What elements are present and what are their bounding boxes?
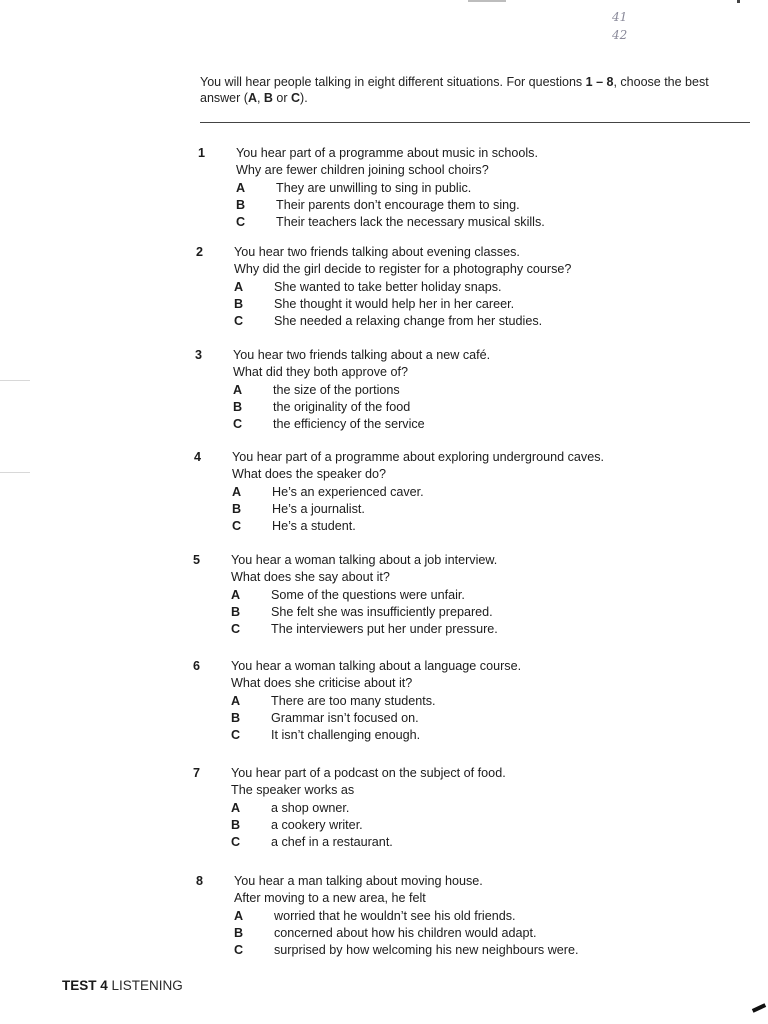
answer-option	[233, 416, 703, 433]
answer-option	[236, 214, 706, 231]
question-item	[196, 244, 704, 330]
option-letter: C	[231, 728, 241, 743]
instructions-text: , choose the best answer (	[200, 75, 709, 105]
option-text: worried that he wouldn’t see his old friends.	[274, 908, 516, 923]
option-letter: C	[231, 622, 241, 637]
question-item	[193, 552, 701, 638]
question-prompt: Why did the girl decide to register for a photography course?	[234, 262, 572, 277]
option-text: concerned about how his children would adapt.	[274, 925, 537, 940]
option-text: They are unwilling to sing in public.	[276, 180, 472, 195]
option-letter: C	[231, 835, 241, 850]
option-letter: C	[234, 943, 244, 958]
instructions-text: You will hear people talking in eight different situations. For questions	[200, 75, 586, 89]
instructions-text: ).	[300, 91, 308, 105]
answer-option	[234, 925, 704, 942]
question-context: You hear part of a programme about exploring underground caves.	[232, 450, 604, 464]
answer-letter: C	[291, 91, 301, 105]
option-text: Their parents don’t encourage them to sing.	[276, 197, 520, 212]
answer-option	[231, 817, 701, 834]
option-letter: B	[234, 925, 244, 940]
question-number: 2	[196, 245, 204, 259]
option-text: It isn’t challenging enough.	[271, 728, 421, 743]
question-number: 8	[196, 874, 204, 888]
option-text: She wanted to take better holiday snaps.	[274, 279, 502, 294]
scan-mark	[468, 0, 506, 2]
question-number: 6	[193, 659, 201, 673]
scan-dot	[737, 0, 740, 3]
answer-option	[231, 834, 701, 851]
answer-option	[231, 710, 701, 727]
question-context: You hear two friends talking about a new café.	[233, 348, 491, 362]
option-text: Grammar isn’t focused on.	[271, 710, 419, 725]
option-letter: B	[231, 604, 241, 619]
answer-option	[231, 727, 701, 744]
question-item	[194, 449, 702, 535]
answer-option	[233, 382, 703, 399]
scan-mark	[752, 1003, 766, 1013]
option-text: a chef in a restaurant.	[271, 835, 393, 850]
question-item	[196, 873, 704, 959]
question-context: You hear a man talking about moving house.	[234, 874, 483, 888]
instructions-text: ,	[256, 91, 264, 105]
question-range: 1 – 8	[585, 75, 614, 89]
question-number: 1	[198, 146, 206, 160]
option-letter: B	[231, 817, 241, 832]
option-letter: A	[231, 800, 241, 815]
section-label: LISTENING	[111, 978, 183, 993]
option-letter: C	[236, 215, 246, 230]
option-text: He’s an experienced caver.	[272, 484, 424, 499]
question-prompt: The speaker works as	[231, 783, 355, 798]
option-letter: A	[234, 279, 244, 294]
question-item	[198, 145, 706, 231]
handwritten-number: 41	[612, 10, 628, 24]
option-letter: C	[233, 417, 243, 432]
test-label: TEST 4	[62, 978, 108, 993]
question-context: You hear part of a podcast on the subject of food.	[231, 766, 506, 780]
question-item	[193, 765, 701, 851]
answer-option	[231, 693, 701, 710]
answer-option	[231, 604, 701, 621]
question-number: 7	[193, 766, 201, 780]
option-letter: C	[234, 314, 244, 329]
answer-option	[234, 908, 704, 925]
option-text: She thought it would help her in her career.	[274, 296, 515, 311]
option-text: The interviewers put her under pressure.	[271, 622, 498, 637]
answer-option	[231, 587, 701, 604]
option-letter: B	[231, 710, 241, 725]
option-letter: A	[234, 908, 244, 923]
option-letter: A	[236, 180, 246, 195]
answer-option	[233, 399, 703, 416]
option-letter: B	[236, 197, 246, 212]
option-text: He’s a student.	[272, 519, 356, 534]
answer-option	[232, 501, 702, 518]
question-prompt: What does she criticise about it?	[231, 676, 413, 691]
question-prompt: What does she say about it?	[231, 570, 390, 585]
option-letter: A	[231, 693, 241, 708]
answer-option	[234, 313, 704, 330]
option-text: She felt she was insufficiently prepared.	[271, 604, 493, 619]
question-prompt: What did they both approve of?	[233, 365, 409, 380]
answer-letter: A	[247, 91, 257, 105]
option-text: She needed a relaxing change from her studies.	[274, 314, 543, 329]
answer-option	[232, 484, 702, 501]
option-text: the originality of the food	[273, 399, 411, 414]
divider-rule	[200, 122, 750, 123]
option-text: the efficiency of the service	[273, 417, 425, 432]
option-letter: A	[232, 484, 242, 499]
margin-mark	[0, 380, 30, 381]
option-text: a shop owner.	[271, 800, 350, 815]
option-text: Their teachers lack the necessary musical skills.	[276, 215, 545, 230]
option-text: surprised by how welcoming his new neighbours were.	[274, 943, 579, 958]
margin-mark	[0, 472, 30, 473]
question-number: 4	[194, 450, 202, 464]
answer-option	[234, 942, 704, 959]
question-context: You hear a woman talking about a language course.	[231, 659, 522, 673]
answer-option	[231, 621, 701, 638]
question-number: 5	[193, 553, 201, 567]
page-footer	[62, 978, 183, 993]
answer-letter: B	[263, 91, 273, 105]
question-prompt: What does the speaker do?	[232, 467, 387, 482]
option-letter: A	[231, 587, 241, 602]
option-letter: A	[233, 382, 243, 397]
question-prompt: Why are fewer children joining school choirs?	[236, 163, 489, 178]
answer-option	[236, 197, 706, 214]
option-text: He’s a journalist.	[272, 501, 365, 516]
answer-option	[234, 296, 704, 313]
answer-option	[236, 180, 706, 197]
question-context: You hear two friends talking about evening classes.	[234, 245, 520, 259]
instructions-text: or	[272, 91, 292, 105]
answer-option	[234, 279, 704, 296]
question-context: You hear a woman talking about a job interview.	[231, 553, 498, 567]
handwritten-number: 42	[612, 28, 628, 42]
option-letter: B	[233, 399, 243, 414]
answer-option	[232, 518, 702, 535]
option-text: a cookery writer.	[271, 817, 363, 832]
option-text: Some of the questions were unfair.	[271, 587, 465, 602]
question-item	[195, 347, 703, 433]
question-item	[193, 658, 701, 744]
handwritten-note	[612, 8, 652, 44]
option-letter: B	[234, 296, 244, 311]
option-letter: C	[232, 519, 242, 534]
question-context: You hear part of a programme about music in schools.	[236, 146, 538, 160]
question-prompt: After moving to a new area, he felt	[234, 891, 426, 906]
answer-option	[231, 800, 701, 817]
option-text: There are too many students.	[271, 693, 436, 708]
question-number: 3	[195, 348, 203, 362]
instructions	[200, 74, 745, 106]
option-letter: B	[232, 501, 242, 516]
option-text: the size of the portions	[273, 382, 400, 397]
